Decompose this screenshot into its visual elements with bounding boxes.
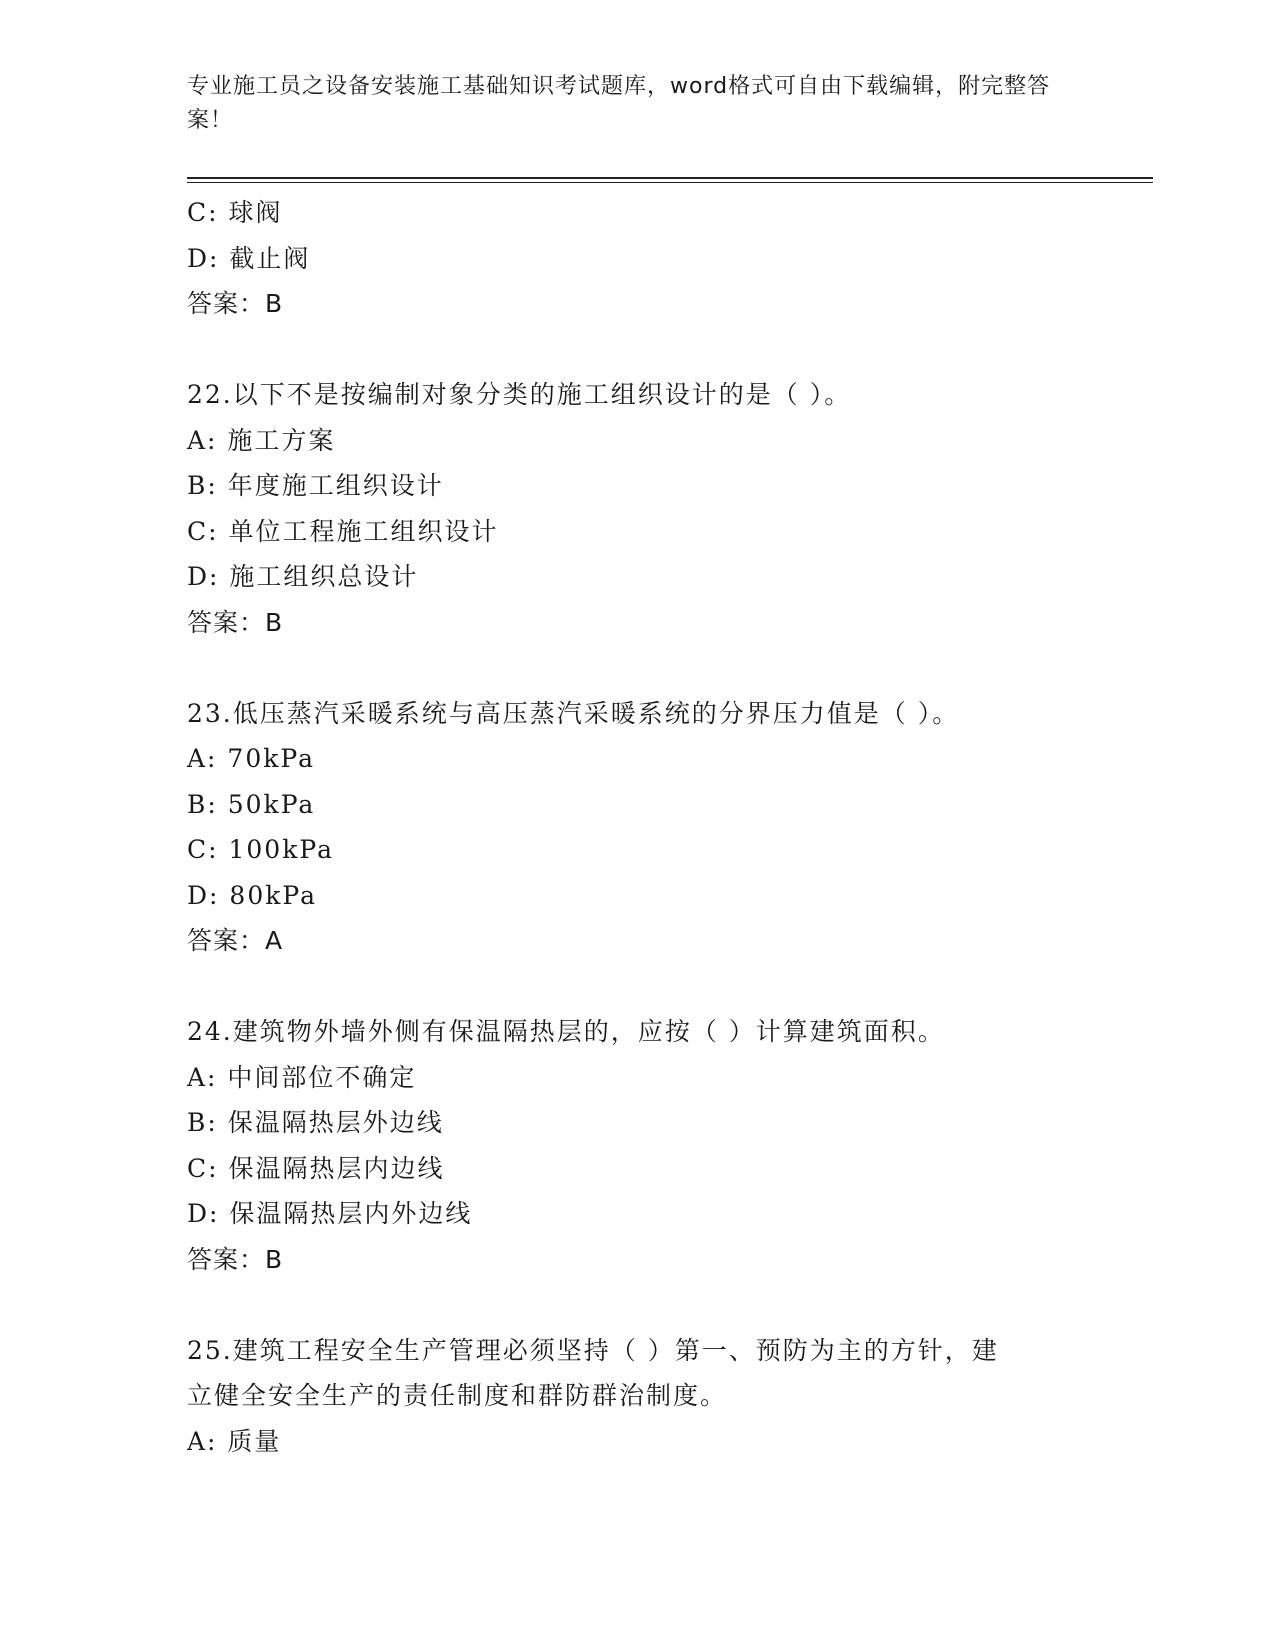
option-c: C: 保温隔热层内边线 xyxy=(187,1153,445,1183)
question-23-stem: 23.低压蒸汽采暖系统与高压蒸汽采暖系统的分界压力值是（ ）。 xyxy=(187,698,960,728)
option-a: A: 施工方案 xyxy=(187,425,336,455)
option-a: A: 质量 xyxy=(187,1426,282,1456)
option-b: B: 年度施工组织设计 xyxy=(187,471,444,500)
question-24-stem: 24.建筑物外墙外侧有保温隔热层的，应按（ ）计算建筑面积。 xyxy=(187,1017,945,1046)
question-25-stem-line1: 25.建筑工程安全生产管理必须坚持（ ）第一、预防为主的方针，建 xyxy=(187,1335,999,1365)
question-22-stem: 22.以下不是按编制对象分类的施工组织设计的是（ ）。 xyxy=(187,380,852,409)
header-divider xyxy=(187,177,1153,179)
spacer xyxy=(187,1282,1087,1328)
option-d: D: 施工组织总设计 xyxy=(187,562,419,591)
question-25-stem-line2: 立健全安全生产的责任制度和群防群治制度。 xyxy=(187,1381,728,1410)
option-d: D: 保温隔热层内外边线 xyxy=(187,1199,473,1228)
option-b: B: 50kPa xyxy=(187,789,316,819)
option-c: C: 单位工程施工组织设计 xyxy=(187,516,499,546)
header-divider-thin xyxy=(187,182,1153,183)
answer-line: 答案：B xyxy=(187,1244,284,1274)
answer-line: 答案：B xyxy=(187,289,284,318)
spacer xyxy=(187,645,1087,691)
document-header: 专业施工员之设备安装施工基础知识考试题库，word格式可自由下载编辑，附完整答案！ xyxy=(187,74,1051,133)
option-b: B: 保温隔热层外边线 xyxy=(187,1108,444,1137)
option-c: C: 球阀 xyxy=(187,198,283,227)
answer-line: 答案：B xyxy=(187,607,284,637)
option-a: A: 70kPa xyxy=(187,744,315,773)
option-d: D: 80kPa xyxy=(187,880,317,910)
spacer xyxy=(187,964,1087,1010)
answer-line: 答案：A xyxy=(187,926,284,955)
option-d: D: 截止阀 xyxy=(187,243,311,273)
spacer xyxy=(187,327,1087,373)
option-a: A: 中间部位不确定 xyxy=(187,1062,417,1092)
option-c: C: 100kPa xyxy=(187,835,334,864)
question-list xyxy=(187,190,1087,1464)
